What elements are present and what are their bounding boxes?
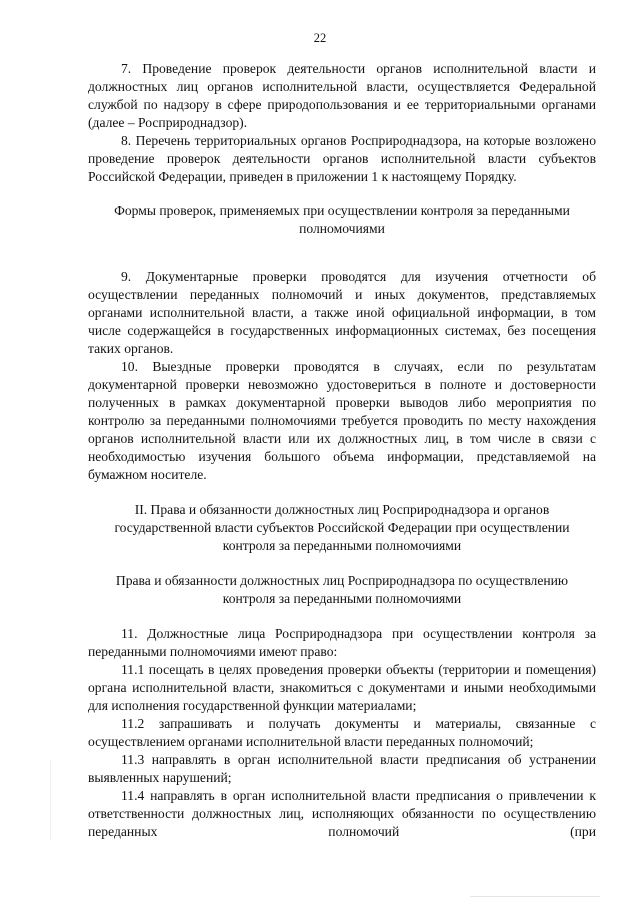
paragraph-11-3: 11.3 направлять в орган исполнительной власти предписания об устранении выявленных нарушений;	[88, 752, 596, 785]
page-number: 22	[313, 31, 327, 45]
scan-margin-mark	[50, 760, 51, 840]
document-body	[88, 60, 596, 841]
heading-section-2: II. Права и обязанности должностных лиц Росприроднадзора и органов государственной власти субъектов Российской Федерации при осуществлении контроля за переданными полномочиями	[114, 502, 570, 553]
paragraph-8: 8. Перечень территориальных органов Росприроднадзора, на которые возложено проведение проверок деятельности органов исполнительной власти субъектов Российской Федерации, приведен в приложении 1 к настоящему Порядку.	[88, 133, 596, 184]
footer-line	[470, 896, 600, 897]
heading-rights: Права и обязанности должностных лиц Росприроднадзора по осуществлению контроля за переданными полномочиями	[115, 573, 569, 606]
paragraph-7: 7. Проведение проверок деятельности органов исполнительной власти и должностных лиц органов исполнительной власти, осуществляется Федеральной службой по надзору в сфере природопользования и ее территориальными органами (далее – Росприроднадзор).	[88, 61, 596, 130]
paragraph-11-1: 11.1 посещать в целях проведения проверки объекты (территории и помещения) органа исполнительной власти, знакомиться с документами и иными необходимыми для исполнения государственной функции материалами;	[88, 662, 596, 713]
heading-forms: Формы проверок, применяемых при осуществлении контроля за переданными полномочиями	[114, 203, 570, 236]
paragraph-11: 11. Должностные лица Росприроднадзора при осуществлении контроля за переданными полномочиями имеют право:	[88, 626, 596, 659]
paragraph-10: 10. Выездные проверки проводятся в случаях, если по результатам документарной проверки невозможно удостовериться в полноте и достоверности полученных в рамках документарной проверки выводов либо мероприятия по контролю за переданными полномочиями требуется проводить по месту нахождения органов исполнительной власти или их должностных лиц, в том числе в связи с необходимостью изучения большого объема информации, представляемой на бумажном носителе.	[88, 359, 596, 482]
paragraph-11-2: 11.2 запрашивать и получать документы и материалы, связанные с осуществлением органами исполнительной власти переданных полномочий;	[88, 716, 596, 749]
paragraph-9: 9. Документарные проверки проводятся для изучения отчетности об осуществлении переданных полномочий и иных документов, представляемых органами исполнительной власти, а также иной официальной информации, в том числе содержащейся в государственных информационных системах, без посещения таких органов.	[88, 269, 596, 356]
paragraph-11-4: 11.4 направлять в орган исполнительной власти предписания о привлечении к ответственности должностных лиц, исполняющих обязанности по осуществлению переданных полномочий (при	[88, 788, 596, 839]
